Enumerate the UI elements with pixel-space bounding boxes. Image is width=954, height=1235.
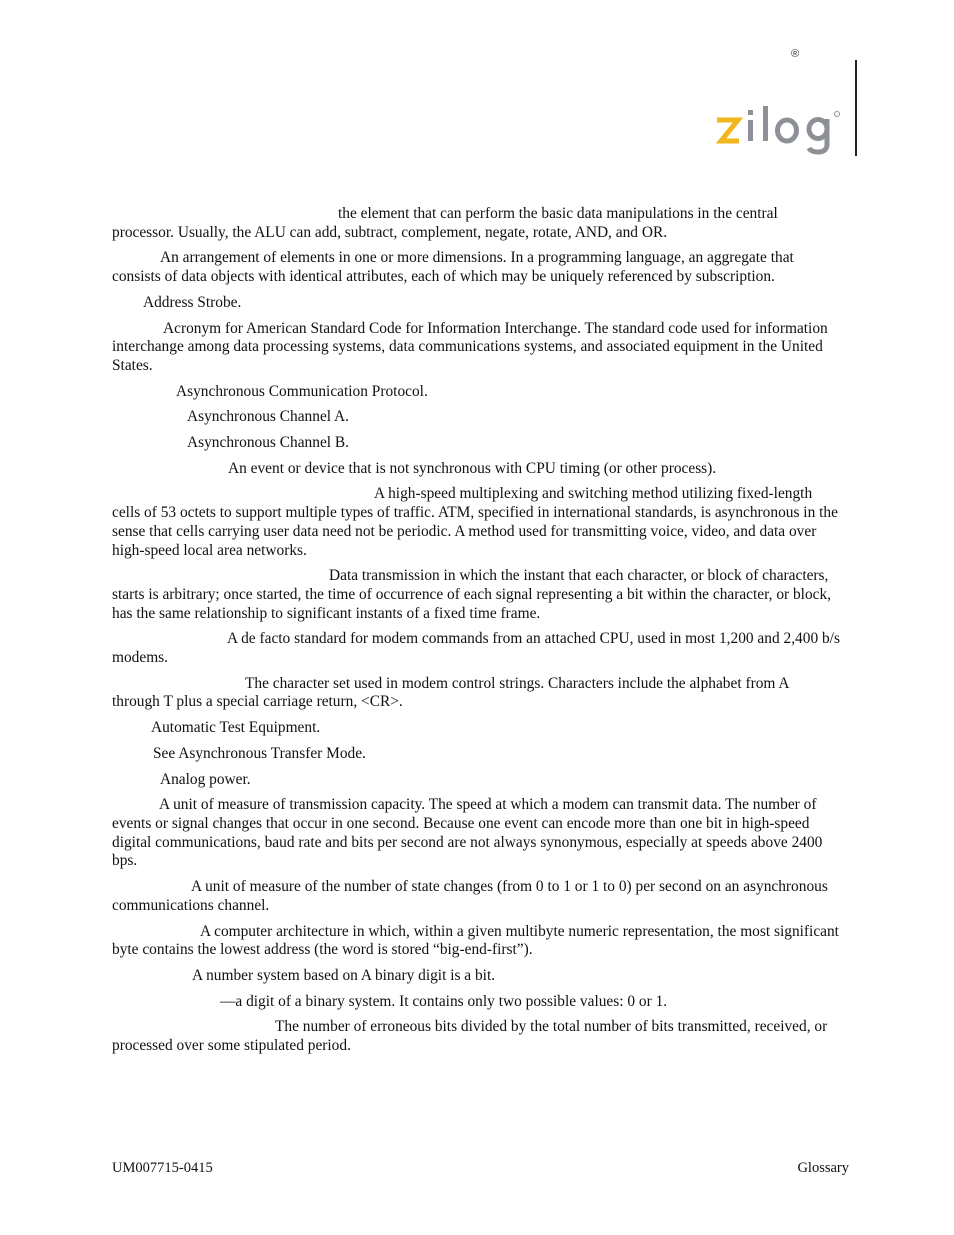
glossary-entry: A de facto standard for modem commands from an attached CPU, used in most 1,200 and 2,400 b/s modems. [112,630,840,667]
glossary-entry: See Asynchronous Transfer Mode. [153,744,366,762]
glossary-entry: Asynchronous Channel B. [187,434,350,452]
glossary-entry: An arrangement of elements in one or more dimensions. In a programming language, an aggregate that consists of data objects with identical attributes, each of which may be uniquely referenced by subscription. [112,249,794,286]
glossary-entry: the element that can perform the basic data manipulations in the central processor. Usually, the ALU can add, subtract, complement, negate, rotate, AND, and OR. [112,205,778,241]
glossary-entry: The character set used in modem control strings. Characters include the alphabet from A through T plus a special carriage return, <CR>. [112,674,789,711]
glossary-entry: Data transmission in which the instant that each character, or block of characters, starts is arbitrary; once started, the time of occurrence of each signal representing a bit within the character, or block, has the same relationship to significant instants of a fixed time frame. [112,567,832,622]
registered-mark: ® [791,48,800,60]
glossary-entry: A high-speed multiplexing and switching method utilizing fixed-length cells of 53 octets to support multiple types of traffic. ATM, specified in international standards, is asynchronous in the sense that cells carrying user data need not be periodic. A method used for transmitting voice, video, and data over high-speed local area networks. [112,485,838,559]
glossary-entry: Address Strobe. [143,293,242,311]
zilog-logo [712,100,847,160]
header-rule [855,60,857,156]
glossary-entry: —a digit of a binary system. It contains only two possible values: 0 or 1. [220,992,668,1010]
glossary-entries [112,205,840,1063]
footer-section-title: Glossary [797,1160,849,1176]
glossary-entry: A unit of measure of transmission capacity. The speed at which a modem can transmit data. The number of events or signal changes that occur in one second. Because one event can encode more than one bit in high-speed digital communications, baud rate and bits per second are not always synonymous, especially at speeds above 2400 bps. [112,796,823,870]
glossary-entry: A number system based on A binary digit is a bit. [192,966,496,984]
glossary-entry: Asynchronous Communication Protocol. [176,382,428,400]
glossary-entry: The number of erroneous bits divided by the total number of bits transmitted, received, or processed over some stipulated period. [112,1018,828,1055]
glossary-entry: Analog power. [160,770,251,788]
glossary-entry: Acronym for American Standard Code for Information Interchange. The standard code used for information interchange among data processing systems, data communications systems, and associated equipment in the United States. [112,319,828,374]
glossary-entry: Automatic Test Equipment. [151,719,321,737]
glossary-entry: A computer architecture in which, within a given multibyte numeric representation, the most significant byte contains the lowest address (the word is stored “big-end-first”). [112,922,839,959]
glossary-entry: A unit of measure of the number of state changes (from 0 to 1 or 1 to 0) per second on an asynchronous communications channel. [112,878,828,914]
glossary-entry: An event or device that is not synchronous with CPU timing (or other process). [228,459,717,477]
glossary-entry: Asynchronous Channel A. [187,408,350,426]
footer-doc-number: UM007715-0415 [112,1160,213,1176]
